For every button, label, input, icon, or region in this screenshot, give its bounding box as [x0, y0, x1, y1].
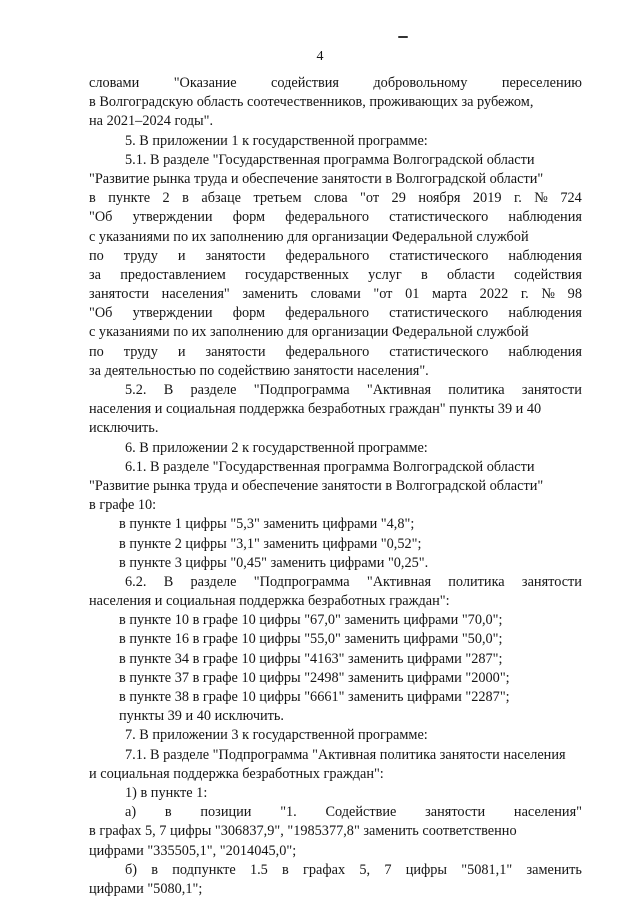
- text-line: 6.1. В разделе "Государственная программа Волгоградской области: [125, 458, 535, 475]
- text-word: "от: [360, 190, 380, 207]
- text-word: Содействие: [325, 804, 397, 821]
- text-word: статистического: [389, 247, 489, 264]
- text-word: "Об: [89, 305, 113, 322]
- text-line: 6. В приложении 2 к государственной программе:: [125, 439, 428, 456]
- text-word: наблюдения: [508, 305, 582, 322]
- text-line: в пункте 3 цифры "0,45" заменить цифрами "0,25".: [119, 554, 429, 571]
- text-word: "1.: [280, 804, 297, 821]
- text-word: по: [89, 343, 104, 360]
- text-line: в пункте 37 в графе 10 цифры "2498" заменить цифрами "2000";: [119, 669, 510, 686]
- text-word: труду: [123, 247, 158, 264]
- text-word: заменить: [526, 861, 582, 878]
- text-word: занятости: [425, 804, 486, 821]
- text-line: цифрами "5080,1";: [89, 880, 203, 897]
- text-word: графах: [303, 861, 346, 878]
- text-word: б): [125, 861, 138, 878]
- text-word: за: [89, 266, 101, 283]
- text-word: разделе: [190, 382, 237, 398]
- text-line: [89, 266, 582, 285]
- text-line: в пункте 1 цифры "5,3" заменить цифрами "4,8";: [119, 516, 415, 533]
- text-word: 2: [162, 190, 170, 207]
- text-word: занятости: [205, 343, 266, 360]
- text-line: 5. В приложении 1 к государственной программе:: [125, 132, 428, 149]
- text-line: [89, 573, 582, 592]
- text-line: 7.1. В разделе "Подпрограмма "Активная политика занятости населения: [125, 746, 566, 763]
- text-line: в пункте 34 в графе 10 цифры "4163" заменить цифрами "287";: [119, 650, 503, 667]
- text-word: статистического: [389, 305, 489, 322]
- text-word: а): [125, 804, 137, 821]
- text-word: В: [163, 573, 174, 590]
- text-word: федерального: [285, 247, 370, 264]
- text-word: федерального: [285, 209, 370, 226]
- text-line: населения и социальная поддержка безработных граждан":: [89, 593, 450, 610]
- text-line: [89, 803, 582, 822]
- text-word: "5081,1": [461, 861, 513, 878]
- text-word: третьем: [253, 190, 302, 207]
- text-word: политика: [448, 573, 505, 590]
- text-word: статистического: [389, 209, 489, 226]
- text-word: 5.2.: [125, 382, 147, 398]
- text-line: на 2021–2024 годы".: [89, 113, 214, 130]
- text-line: [89, 381, 582, 400]
- text-word: в: [182, 190, 189, 207]
- text-word: предоставлением: [120, 266, 226, 283]
- text-word: области: [446, 266, 495, 283]
- text-word: "Активная: [366, 573, 432, 590]
- text-line: 7. В приложении 3 к государственной программе:: [125, 727, 428, 744]
- text-line: [89, 861, 582, 880]
- text-line: [89, 247, 582, 266]
- text-word: №: [534, 190, 548, 207]
- text-word: "Подпрограмма: [253, 573, 350, 590]
- text-word: наблюдения: [508, 209, 582, 226]
- text-word: политика: [448, 382, 505, 398]
- text-word: "Оказание: [173, 75, 237, 91]
- text-word: занятости: [521, 573, 582, 590]
- text-word: марта: [432, 286, 468, 303]
- text-word: заменить: [242, 286, 298, 303]
- text-word: федерального: [285, 343, 370, 360]
- text-word: подпункте: [172, 861, 236, 878]
- text-word: населения": [513, 804, 582, 821]
- text-word: 98: [567, 286, 582, 303]
- text-word: 2019: [472, 190, 502, 207]
- text-word: №: [541, 286, 556, 303]
- text-word: г.: [520, 286, 529, 303]
- text-word: государственных: [245, 266, 349, 283]
- text-line: [89, 189, 582, 208]
- text-word: цифры: [405, 861, 448, 878]
- text-line: 5.1. В разделе "Государственная программа Волгоградской области: [125, 151, 535, 168]
- text-word: содействия: [271, 75, 339, 91]
- text-line: в пункте 38 в графе 10 цифры "6661" заменить цифрами "2287";: [119, 689, 510, 705]
- text-word: населения": [161, 286, 230, 303]
- text-word: слова: [314, 190, 348, 207]
- text-line: "Развитие рынка труда и обеспечение занятости в Волгоградской области": [89, 170, 544, 187]
- text-line: [89, 74, 582, 93]
- text-word: и: [177, 343, 186, 360]
- text-word: 5,: [359, 861, 371, 878]
- text-line: "Развитие рынка труда и обеспечение занятости в Волгоградской области": [89, 477, 544, 494]
- text-word: абзаце: [201, 190, 241, 207]
- text-word: добровольному: [373, 75, 468, 91]
- text-line: в пункте 2 цифры "3,1" заменить цифрами "0,52";: [119, 535, 422, 552]
- text-word: наблюдения: [508, 247, 582, 264]
- text-line: населения и социальная поддержка безработных граждан" пункты 39 и 40: [89, 401, 542, 418]
- scan-artifact-mark: [398, 36, 408, 38]
- text-word: занятости: [205, 247, 266, 264]
- text-word: В: [163, 382, 174, 398]
- text-word: в: [420, 266, 428, 283]
- text-line: пункты 39 и 40 исключить.: [119, 708, 285, 725]
- text-word: "от: [373, 286, 393, 303]
- text-line: в пункте 10 в графе 10 цифры "67,0" заменить цифрами "70,0";: [119, 612, 503, 629]
- text-line: с указаниями по их заполнению для организации Федеральной службой: [89, 324, 529, 341]
- text-word: по: [89, 247, 104, 264]
- text-word: переселению: [501, 75, 582, 91]
- text-word: г.: [513, 190, 522, 207]
- text-line: [89, 304, 582, 323]
- text-line: за деятельностью по содействию занятости населения".: [89, 362, 429, 379]
- text-word: содействия: [513, 266, 582, 283]
- text-word: 29: [391, 190, 406, 207]
- text-word: 2022: [479, 286, 509, 303]
- text-line: 1) в пункте 1:: [125, 784, 208, 801]
- text-word: "Об: [89, 209, 113, 226]
- text-word: утверждении: [132, 305, 213, 322]
- text-word: статистического: [389, 343, 489, 360]
- text-word: словами: [89, 75, 140, 91]
- text-word: пункте: [108, 190, 151, 207]
- text-word: занятости: [89, 286, 150, 303]
- text-word: 1.5: [249, 861, 268, 878]
- page-number: 4: [316, 49, 324, 64]
- text-word: в: [89, 190, 96, 207]
- text-line: в пункте 16 в графе 10 цифры "55,0" заменить цифрами "50,0";: [119, 631, 503, 648]
- text-word: форм: [232, 209, 266, 226]
- text-line: цифрами "335505,1", "2014045,0";: [89, 842, 297, 859]
- text-word: 7: [384, 861, 392, 878]
- text-line: исключить.: [89, 420, 159, 437]
- text-word: утверждении: [132, 209, 213, 226]
- text-line: и социальная поддержка безработных граждан":: [89, 765, 384, 782]
- text-word: в: [282, 861, 289, 878]
- text-word: форм: [232, 305, 266, 322]
- text-line: с указаниями по их заполнению для организации Федеральной службой: [89, 228, 529, 245]
- text-word: 724: [560, 190, 582, 207]
- text-word: труду: [123, 343, 158, 360]
- text-word: ноября: [418, 190, 461, 207]
- text-word: позиции: [200, 804, 252, 821]
- text-word: "Активная: [366, 382, 432, 398]
- text-line: [89, 208, 582, 227]
- text-word: 01: [405, 286, 420, 303]
- text-word: федерального: [285, 305, 370, 322]
- text-word: и: [177, 247, 186, 264]
- text-word: разделе: [190, 573, 237, 590]
- text-line: в Волгоградскую область соотечественников, проживающих за рубежом,: [89, 94, 534, 111]
- text-word: занятости: [521, 382, 582, 398]
- text-word: услуг: [368, 266, 402, 283]
- text-word: словами: [310, 286, 361, 303]
- text-line: [89, 343, 582, 362]
- text-word: "Подпрограмма: [253, 382, 350, 398]
- text-word: в: [164, 804, 172, 821]
- document-body: [89, 74, 582, 899]
- text-word: в: [151, 861, 159, 878]
- text-word: наблюдения: [508, 343, 582, 360]
- text-line: [89, 285, 582, 304]
- text-word: 6.2.: [125, 573, 147, 590]
- text-line: в графах 5, 7 цифры "306837,9", "1985377,8" заменить соответственно: [89, 823, 517, 840]
- text-line: в графе 10:: [89, 497, 157, 514]
